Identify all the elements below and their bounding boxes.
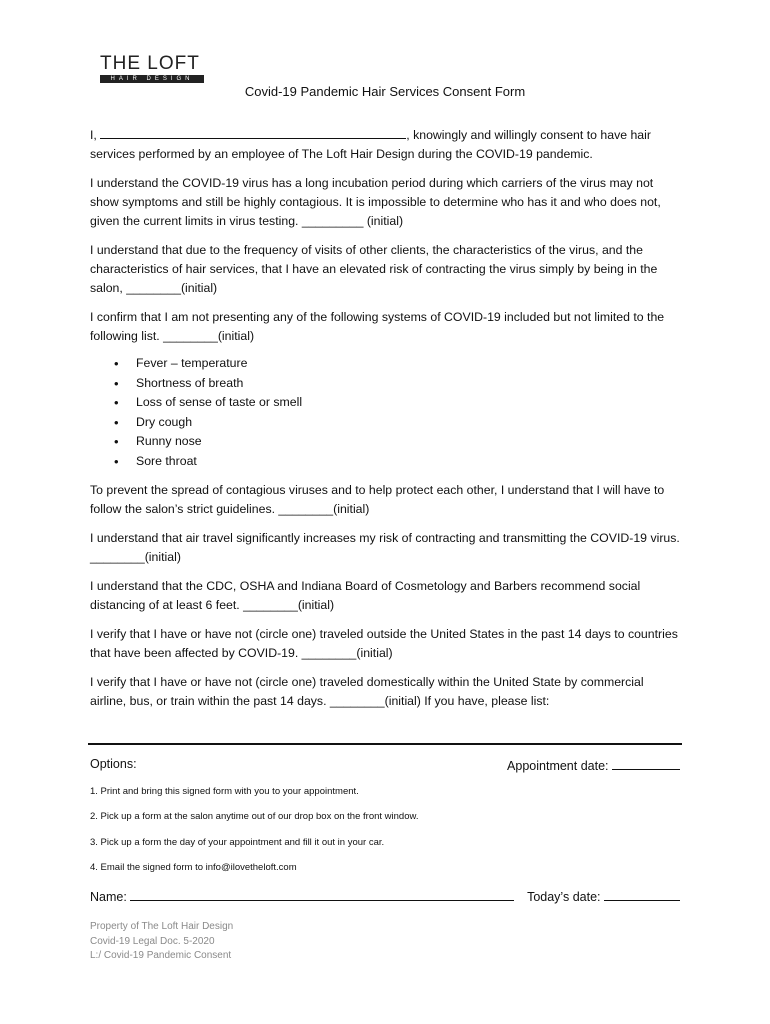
option-item-4: 4. Email the signed form to info@ilovetheloft.com — [90, 862, 297, 873]
symptom-list — [90, 354, 682, 471]
paragraph-symptoms: I confirm that I am not presenting any of the following systems of COVID-19 included but not limited to the following list. ________(initial) — [90, 310, 665, 343]
option-item-1: 1. Print and bring this signed form with you to your appointment. — [90, 786, 359, 797]
paragraph-domestic-travel: I verify that I have or have not (circle one) traveled domestically within the United State by commercial airline, bus, or train within the past 14 days. ________(initial) If you have, please list: — [90, 675, 644, 708]
intro-prefix: I, — [90, 128, 97, 142]
intro-suffix: , knowingly and willingly consent to have hair — [406, 128, 651, 142]
list-item: • Runny nose — [114, 432, 682, 452]
paragraph-elevated-risk: I understand that due to the frequency of visits of other clients, the characteristics of the virus, and the characteristics of hair services, that I have an elevated risk of contracting the virus simply by being in the salon, ________(initial) — [90, 243, 658, 295]
intro-line2: services performed by an employee of The Loft Hair Design during the COVID-19 pandemic. — [90, 147, 593, 161]
form-body — [90, 126, 682, 721]
options-label: Options: — [90, 757, 137, 771]
options-header — [90, 757, 680, 771]
appointment-date-field — [507, 757, 680, 773]
option-item-2: 2. Pick up a form at the salon anytime out of our drop box on the front window. — [90, 811, 419, 822]
divider — [88, 743, 682, 745]
footer — [90, 920, 233, 964]
option-item-3: 3. Pick up a form the day of your appointment and fill it out in your car. — [90, 837, 385, 848]
footer-line: Property of The Loft Hair Design — [90, 921, 234, 932]
list-item: • Loss of sense of taste or smell — [114, 393, 682, 413]
page-title: Covid-19 Pandemic Hair Services Consent Form — [244, 84, 526, 99]
paragraph-air-travel: I understand that air travel significantly increases my risk of contracting and transmitting the COVID-19 virus. ________(initial) — [90, 531, 680, 564]
logo-sub-text: HAIR DESIGN — [100, 75, 204, 83]
paragraph-distancing: I understand that the CDC, OSHA and Indiana Board of Cosmetology and Barbers recommend social distancing of at least 6 feet. ________(initial) — [90, 579, 641, 612]
today-date-label: Today’s date: — [527, 890, 601, 904]
signature-row — [90, 888, 680, 904]
name-signature-blank[interactable] — [130, 888, 514, 901]
today-date-blank[interactable] — [604, 888, 680, 901]
list-item: • Sore throat — [114, 452, 682, 472]
name-blank[interactable] — [100, 126, 406, 139]
appointment-date-label: Appointment date: — [507, 759, 609, 773]
logo — [100, 54, 204, 83]
name-label: Name: — [90, 890, 127, 904]
intro-paragraph — [90, 126, 682, 164]
list-item: • Shortness of breath — [114, 374, 682, 394]
footer-line: Covid-19 Legal Doc. 5-2020 — [90, 935, 215, 947]
paragraph-guidelines: To prevent the spread of contagious viruses and to help protect each other, I understand that I will have to follow the salon’s strict guidelines. ________(initial) — [90, 483, 665, 516]
today-date-field — [527, 888, 680, 904]
footer-line: L:/ Covid-19 Pandemic Consent — [90, 950, 232, 961]
list-item: • Dry cough — [114, 413, 682, 433]
paragraph-incubation: I understand the COVID-19 virus has a long incubation period during which carriers of the virus may not show symptoms and still be highly contagious. It is impossible to determine who has it and who does not, given the current limits in virus testing. _________ (initial) — [90, 176, 661, 228]
appointment-date-blank[interactable] — [612, 757, 680, 770]
logo-main-text: THE LOFT — [100, 53, 200, 74]
paragraph-international-travel: I verify that I have or have not (circle one) traveled outside the United States in the past 14 days to countries that have been affected by COVID-19. ________(initial) — [90, 627, 678, 660]
list-item: • Fever – temperature — [114, 354, 682, 374]
